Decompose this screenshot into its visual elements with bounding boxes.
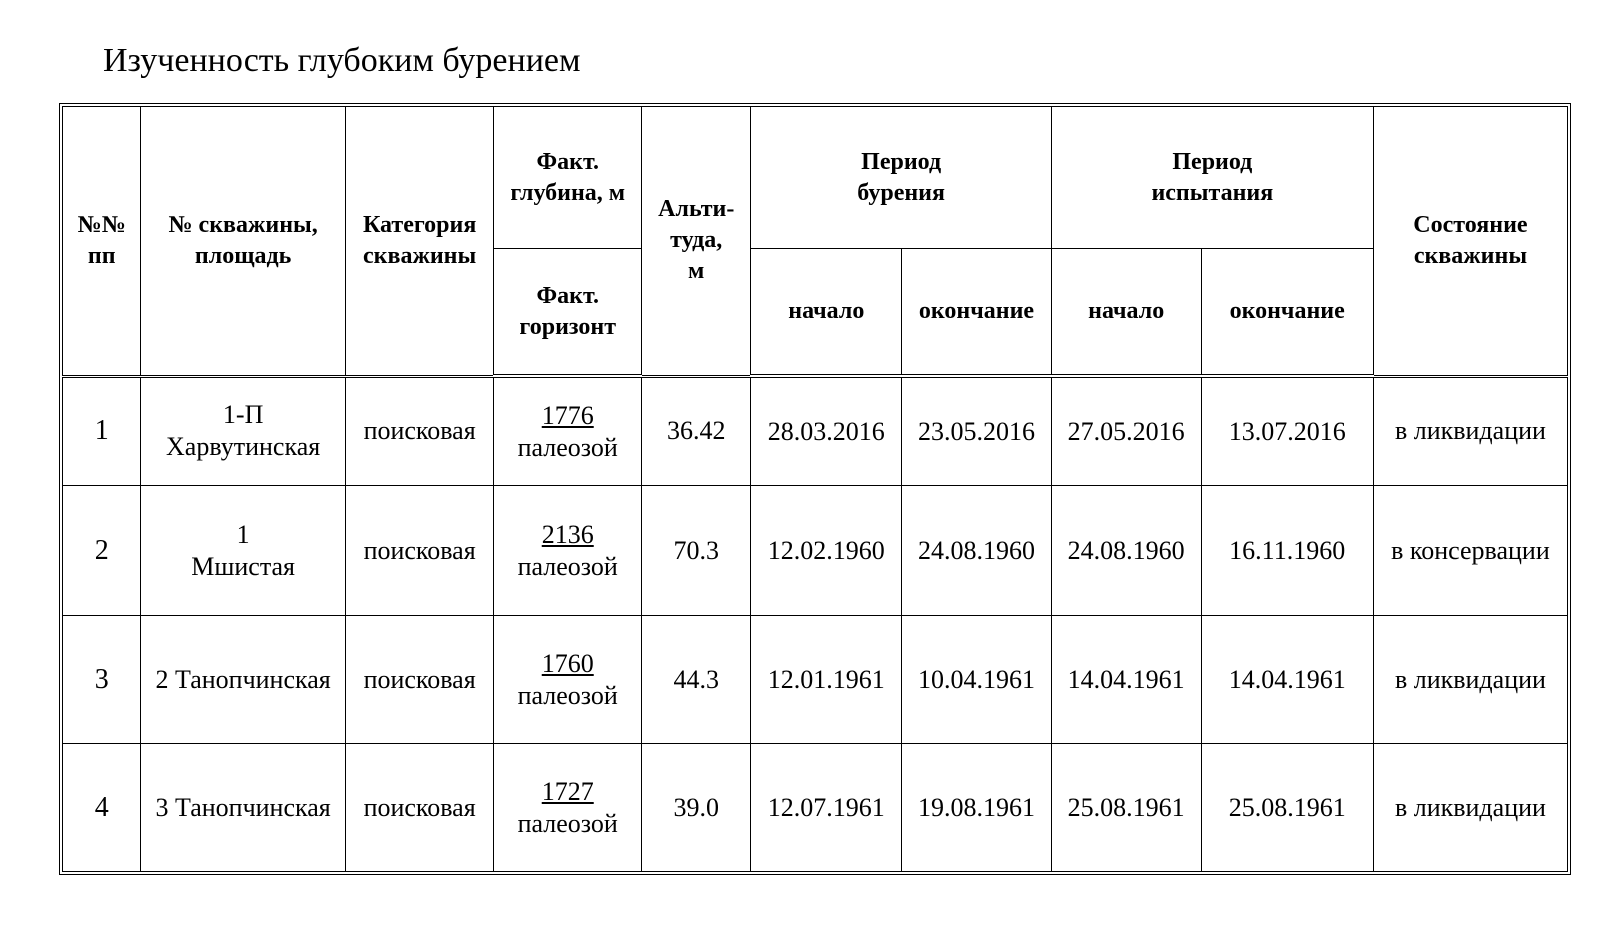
cell-well: 3 Танопчинская <box>141 744 345 872</box>
header-test-end: окончание <box>1201 249 1373 377</box>
header-state: Состояние скважины <box>1373 107 1567 377</box>
cell-test-start: 24.08.1960 <box>1051 486 1201 616</box>
cell-num: 3 <box>63 615 141 744</box>
cell-depth-horizon: 1776 палеозой <box>494 376 642 486</box>
cell-altitude: 44.3 <box>642 615 751 744</box>
cell-num: 1 <box>63 376 141 486</box>
header-depth: Факт. глубина, м <box>494 107 642 249</box>
cell-state: в ликвидации <box>1373 615 1567 744</box>
cell-altitude: 70.3 <box>642 486 751 616</box>
header-drill-start: начало <box>751 249 902 377</box>
cell-num: 2 <box>63 486 141 616</box>
table-row <box>63 376 1568 486</box>
cell-test-end: 13.07.2016 <box>1201 376 1373 486</box>
drilling-table <box>62 106 1568 872</box>
cell-well: 2 Танопчинская <box>141 615 345 744</box>
cell-category: поисковая <box>345 376 494 486</box>
header-num: №№ пп <box>63 107 141 377</box>
cell-state: в ликвидации <box>1373 744 1567 872</box>
cell-drill-end: 23.05.2016 <box>902 376 1052 486</box>
cell-depth-horizon: 1760 палеозой <box>494 615 642 744</box>
table-row <box>63 486 1568 616</box>
header-well: № скважины, площадь <box>141 107 345 377</box>
cell-drill-start: 28.03.2016 <box>751 376 902 486</box>
header-category: Категория скважины <box>345 107 494 377</box>
header-row-top <box>63 107 1568 249</box>
cell-category: поисковая <box>345 615 494 744</box>
cell-drill-start: 12.02.1960 <box>751 486 902 616</box>
cell-test-end: 16.11.1960 <box>1201 486 1373 616</box>
header-testing-period: Период испытания <box>1051 107 1373 249</box>
header-altitude: Альти- туда, м <box>642 107 751 377</box>
cell-num: 4 <box>63 744 141 872</box>
header-test-start: начало <box>1051 249 1201 377</box>
cell-drill-end: 19.08.1961 <box>902 744 1052 872</box>
cell-state: в консервации <box>1373 486 1567 616</box>
cell-test-start: 27.05.2016 <box>1051 376 1201 486</box>
table-row <box>63 615 1568 744</box>
cell-drill-start: 12.07.1961 <box>751 744 902 872</box>
cell-well: 1-П Харвутинская <box>141 376 345 486</box>
cell-drill-start: 12.01.1961 <box>751 615 902 744</box>
cell-drill-end: 10.04.1961 <box>902 615 1052 744</box>
cell-drill-end: 24.08.1960 <box>902 486 1052 616</box>
cell-category: поисковая <box>345 486 494 616</box>
header-drill-end: окончание <box>902 249 1052 377</box>
cell-test-end: 14.04.1961 <box>1201 615 1373 744</box>
cell-test-start: 14.04.1961 <box>1051 615 1201 744</box>
cell-test-start: 25.08.1961 <box>1051 744 1201 872</box>
cell-altitude: 36.42 <box>642 376 751 486</box>
cell-state: в ликвидации <box>1373 376 1567 486</box>
cell-test-end: 25.08.1961 <box>1201 744 1373 872</box>
cell-depth-horizon: 2136 палеозой <box>494 486 642 616</box>
cell-altitude: 39.0 <box>642 744 751 872</box>
header-drilling-period: Период бурения <box>751 107 1051 249</box>
page-title: Изученность глубоким бурением <box>103 42 581 79</box>
cell-depth-horizon: 1727 палеозой <box>494 744 642 872</box>
table-row <box>63 744 1568 872</box>
cell-well: 1 Мшистая <box>141 486 345 616</box>
header-horizon: Факт. горизонт <box>494 249 642 377</box>
cell-category: поисковая <box>345 744 494 872</box>
drilling-table-frame <box>59 103 1571 875</box>
